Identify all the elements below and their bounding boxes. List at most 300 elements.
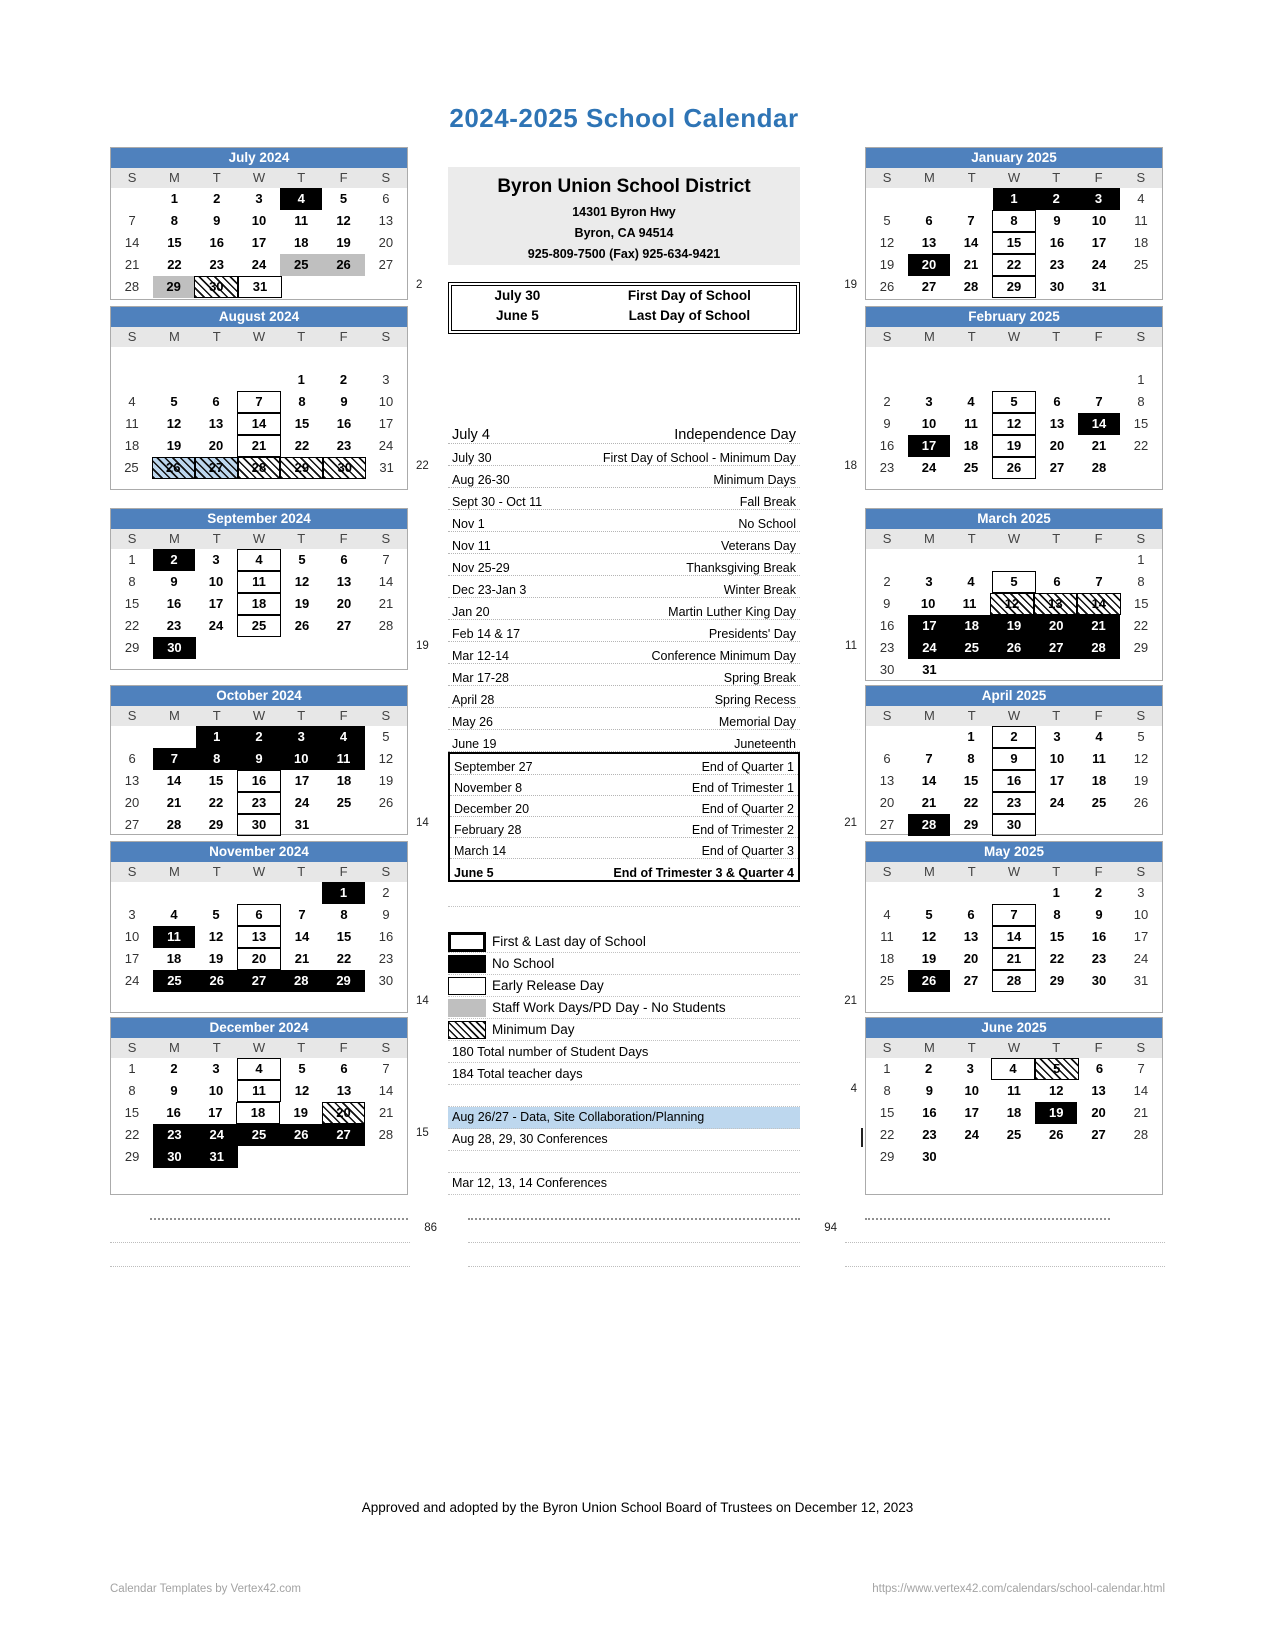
month-header: April 2025 [866,686,1162,706]
week-row [111,1124,407,1146]
day-cell: 16 [992,770,1036,792]
day-cell: 5 [212,907,220,922]
day-cell: 1 [967,729,975,744]
day-cell-empty [324,276,366,298]
term-end-box [448,752,800,882]
day-cell-empty [993,369,1035,391]
month-calendar [865,508,1163,681]
weekday-label: M [169,864,180,879]
weekday-label: T [212,864,221,879]
day-cell: 1 [1137,372,1145,387]
last-day-row [452,308,796,328]
day-cell: 9 [992,748,1036,770]
month-header: February 2025 [866,307,1162,327]
day-cell: 11 [1092,751,1106,766]
key-date-label: Martin Luther King Day [668,605,796,619]
day-cell: 17 [964,1105,979,1120]
day-cell: 8 [992,210,1036,232]
day-cell-empty [111,726,153,748]
weekday-label: T [967,864,976,879]
day-cell: 14 [1133,1083,1149,1098]
day-cell-empty [153,882,195,904]
day-cell: 28 [1077,637,1119,659]
day-cell: 9 [925,1083,934,1098]
day-cell: 4 [128,394,136,409]
day-cell-empty [993,659,1035,681]
day-cell-empty [1035,1146,1077,1168]
district-address-line2: Byron, CA 94514 [574,226,674,240]
month-calendar [110,508,408,670]
day-cell: 3 [382,372,390,387]
weekday-label: W [1007,864,1021,879]
week-row [866,792,1162,814]
day-cell: 14 [378,1083,394,1098]
month-day-count: 18 [844,460,857,472]
day-cell: 21 [1091,438,1107,453]
day-cell: 18 [879,951,895,966]
day-cell: 21 [1077,615,1119,637]
day-cell-empty [196,369,238,391]
day-cell: 21 [166,795,182,810]
day-cell: 2 [883,574,891,589]
day-cell-empty [951,188,993,210]
weekday-label: W [252,708,266,723]
week-row [111,435,407,457]
day-cell-empty [1077,659,1119,681]
key-date: July 4 [452,427,490,443]
day-cell: 5 [883,213,891,228]
semester-count: 86 [424,1222,437,1234]
day-cell: 17 [378,416,394,431]
day-cell: 18 [1006,1105,1022,1120]
month-header: June 2025 [866,1018,1162,1038]
weekday-label: W [252,531,266,546]
day-cell: 28 [124,279,140,294]
day-cell: 17 [208,1105,223,1120]
day-cell: 23 [879,640,895,655]
month-header: May 2025 [866,842,1162,862]
day-cell: 10 [378,394,394,409]
weekday-header-row [866,168,1162,188]
term-end-row [450,817,798,838]
writing-line [110,1266,410,1267]
note-row: Aug 26/27 - Data, Site Collaboration/Planning [448,1107,800,1129]
day-cell: 29 [124,640,140,655]
day-cell: 28 [166,817,182,832]
day-cell-empty [153,726,195,748]
weekday-header-row [111,529,407,549]
day-cell: 22 [1133,438,1149,453]
weekday-label: M [169,531,180,546]
day-cell: 18 [237,593,281,615]
day-cell-empty [280,637,322,659]
day-cell: 24 [1091,257,1107,272]
day-cell: 25 [1133,257,1149,272]
day-cell: 28 [280,970,322,992]
day-cell: 20 [1049,438,1065,453]
weekday-label: T [297,170,306,185]
notes-list [448,1107,800,1195]
day-cell: 30 [922,1149,937,1164]
week-row [111,391,407,413]
day-cell: 15 [1049,929,1065,944]
day-cell-empty [908,188,950,210]
writing-line [468,1266,800,1267]
day-cell: 24 [208,618,224,633]
day-cell: 11 [964,416,978,431]
day-cell: 18 [1091,773,1107,788]
day-cell-empty [1035,549,1077,571]
day-cell: 7 [237,391,281,413]
term-end-row [450,838,798,859]
weekday-label: W [1007,170,1021,185]
semester-count: 94 [824,1222,837,1234]
day-cell: 4 [322,726,364,748]
day-cell: 10 [964,1083,979,1098]
day-cell: 26 [879,279,895,294]
day-cell: 10 [251,213,267,228]
day-cell: 12 [992,413,1036,435]
day-cell: 13 [237,926,281,948]
day-cell: 27 [195,457,238,479]
day-cell-empty [866,188,908,210]
day-cell: 3 [212,552,220,567]
day-cell: 30 [153,1146,195,1168]
day-cell: 2 [883,394,891,409]
term-end-label: End of Trimester 3 & Quarter 4 [613,866,794,880]
key-date-label: Fall Break [739,495,796,509]
weekday-label: F [1094,329,1103,344]
weekday-label: F [339,329,348,344]
day-cell: 20 [124,795,140,810]
day-cell: 24 [294,795,310,810]
weekday-label: S [381,531,391,546]
key-date-row [448,444,800,466]
day-cell: 5 [992,391,1036,413]
weekday-label: W [252,864,266,879]
day-cell: 29 [1133,640,1149,655]
term-end-row [450,796,798,817]
first-last-day-box-inner [451,285,797,331]
day-cell: 17 [208,596,224,611]
day-cell: 7 [382,552,390,567]
key-date-label: Spring Break [723,671,796,685]
week-row [111,1102,407,1124]
day-cell: 13 [921,235,937,250]
weekday-label: S [1136,708,1146,723]
day-cell-empty [951,369,993,391]
day-cell: 1 [170,191,179,206]
weekday-header-row [111,327,407,347]
day-cell: 22 [1049,951,1065,966]
day-cell: 28 [378,1127,394,1142]
day-cell: 15 [992,232,1036,254]
key-date: Feb 14 & 17 [452,627,521,641]
day-cell: 6 [128,751,136,766]
day-cell: 3 [128,907,136,922]
week-row [866,435,1162,457]
weekday-header-row [111,168,407,188]
legend-label: Minimum Day [492,1022,575,1037]
day-cell: 20 [208,438,224,453]
day-cell: 8 [128,1083,136,1098]
day-cell: 25 [951,637,993,659]
key-date: Mar 12-14 [452,649,509,663]
day-cell: 26 [152,457,195,479]
day-cell: 3 [280,726,322,748]
key-date-row [448,576,800,598]
day-cell: 7 [382,1061,390,1076]
day-cell: 5 [992,571,1036,593]
month-day-count: 22 [416,460,429,472]
day-cell: 21 [963,257,979,272]
term-end-date: February 28 [454,823,522,837]
day-cell: 5 [298,1061,306,1076]
day-cell-empty [323,814,365,836]
day-cell: 20 [1035,615,1077,637]
day-cell-empty [993,882,1035,904]
total-student-days: 180 Total number of Student Days [448,1041,800,1063]
day-cell-empty [866,726,908,748]
day-cell: 13 [336,574,352,589]
day-cell: 17 [908,435,950,457]
day-cell: 22 [167,257,182,272]
week-row [111,457,407,479]
weekday-header-row [111,1038,407,1058]
weekday-label: F [1094,708,1103,723]
key-date-row [448,620,800,642]
key-date-label: No School [738,517,796,531]
day-cell: 4 [1095,729,1103,744]
day-cell: 4 [967,574,975,589]
weekday-label: T [1052,329,1061,344]
week-row [866,615,1162,637]
day-cell: 20 [237,948,281,970]
weekday-label: T [212,329,221,344]
week-row [111,1146,407,1168]
day-cell: 11 [237,571,281,593]
key-date-row [448,664,800,686]
term-end-row [450,775,798,796]
term-end-label: End of Quarter 1 [701,760,794,774]
key-date-label: First Day of School - Minimum Day [602,451,796,465]
writing-line [865,1218,1110,1220]
day-cell: 26 [294,618,310,633]
month-header: January 2025 [866,148,1162,168]
district-address-line1: 14301 Byron Hwy [572,205,676,219]
day-cell: 2 [153,549,195,571]
day-cell: 12 [166,416,182,431]
weekday-label: M [924,708,935,723]
weekday-label: S [882,170,892,185]
week-row [866,637,1162,659]
key-date: Nov 1 [452,517,485,531]
day-cell-empty [951,882,993,904]
source-url-link[interactable]: https://www.vertex42.com/calendars/school-calendar.html [872,1583,1165,1595]
weekday-label: S [882,708,892,723]
weekday-label: W [1007,1040,1021,1055]
key-date-label: Minimum Days [713,473,796,487]
day-cell: 4 [280,188,322,210]
day-cell: 12 [294,1083,310,1098]
day-cell: 25 [1091,795,1107,810]
day-cell: 10 [280,748,322,770]
weekday-label: S [1136,329,1146,344]
day-cell: 4 [237,549,281,571]
key-date: Aug 26-30 [452,473,510,487]
weekday-label: M [169,708,180,723]
day-cell: 31 [294,817,310,832]
day-cell: 24 [251,257,267,272]
weekday-label: W [252,170,266,185]
day-cell: 2 [170,1061,178,1076]
day-cell: 29 [153,276,195,298]
day-cell: 4 [170,907,178,922]
day-cell: 1 [993,188,1035,210]
week-row [866,748,1162,770]
week-row [111,926,407,948]
day-cell: 6 [1053,394,1061,409]
day-cell: 14 [166,773,182,788]
day-cell: 12 [208,929,224,944]
day-cell: 21 [124,257,140,272]
day-cell: 8 [1137,574,1145,589]
day-cell: 7 [925,751,933,766]
weekday-header-row [111,706,407,726]
day-cell: 20 [378,235,394,250]
day-cell: 23 [879,460,895,475]
weekday-label: S [127,708,137,723]
week-row [866,391,1162,413]
day-cell: 12 [990,593,1033,615]
legend-label: No School [492,956,555,971]
week-row [111,254,407,276]
weekday-label: T [297,1040,306,1055]
day-cell: 11 [880,929,894,944]
day-cell-empty [908,549,950,571]
day-cell: 22 [124,1127,140,1142]
weekday-header-row [111,862,407,882]
day-cell: 2 [924,1061,933,1076]
day-cell: 13 [1049,416,1065,431]
day-cell: 19 [378,773,394,788]
month-header: March 2025 [866,509,1162,529]
day-cell: 11 [322,748,364,770]
first-day-date: July 30 [494,288,541,303]
day-cell: 3 [925,394,933,409]
day-cell: 5 [925,907,933,922]
day-cell-empty [951,1146,993,1168]
day-cell: 11 [125,416,139,431]
weekday-label: F [339,170,348,185]
week-row [111,882,407,904]
key-date-row [448,598,800,620]
day-cell: 16 [378,929,394,944]
week-row [111,792,407,814]
weekday-label: F [1094,170,1103,185]
day-cell: 26 [322,254,364,276]
writing-line [468,1242,800,1243]
day-cell: 20 [1091,1105,1106,1120]
day-cell: 25 [336,795,352,810]
day-cell: 23 [1091,951,1107,966]
day-cell: 11 [962,596,977,611]
key-date-label: Veterans Day [720,539,796,553]
week-row [866,1146,1162,1168]
day-cell-empty [1120,457,1162,479]
day-cell: 2 [1035,188,1077,210]
day-cell: 24 [1049,795,1065,810]
weekday-label: S [1136,1040,1146,1055]
day-cell-empty [1035,659,1077,681]
week-row [866,882,1162,904]
week-row [111,615,407,637]
week-row [111,210,407,232]
month-header: October 2024 [111,686,407,706]
month-calendar [865,841,1163,1013]
legend-row-first-last [448,931,800,953]
day-cell: 18 [336,773,352,788]
day-cell: 6 [967,907,975,922]
day-cell-empty [866,882,908,904]
key-date: Nov 11 [452,539,491,553]
day-cell: 16 [1049,235,1065,250]
day-cell: 18 [294,235,309,250]
blank-week-row [866,347,1162,369]
weekday-label: S [381,864,391,879]
day-cell: 12 [1133,751,1149,766]
key-date-label: Thanksgiving Break [686,561,796,575]
day-cell: 16 [879,618,895,633]
term-end-label: End of Trimester 1 [691,781,794,795]
day-cell: 20 [336,596,352,611]
day-cell: 13 [208,416,224,431]
day-cell-empty [908,882,950,904]
key-date: Nov 25-29 [452,561,510,575]
month-calendar [110,147,408,300]
legend-row-no-school [448,953,800,975]
day-cell: 5 [339,191,348,206]
weekday-label: T [967,170,976,185]
day-cell: 9 [883,416,891,431]
day-cell: 14 [124,235,140,250]
legend-label: Staff Work Days/PD Day - No Students [492,1000,726,1015]
day-cell: 23 [992,792,1036,814]
day-cell: 23 [237,792,281,814]
day-cell-empty [111,369,153,391]
day-cell: 10 [1049,751,1065,766]
weekday-label: S [381,170,391,185]
day-cell: 3 [1077,188,1119,210]
day-cell: 18 [236,1102,280,1124]
term-end-row [450,754,798,775]
day-cell: 9 [1053,213,1061,228]
day-cell: 20 [963,951,979,966]
day-cell: 28 [963,279,979,294]
key-date-row [448,532,800,554]
day-cell: 30 [879,662,895,677]
month-day-count: 19 [416,640,429,652]
day-cell: 14 [1078,413,1120,435]
day-cell: 26 [378,795,394,810]
day-cell: 10 [920,596,936,611]
term-end-date: June 5 [454,866,494,880]
day-cell: 23 [378,951,394,966]
weekday-label: T [212,170,221,185]
weekday-header-row [866,1038,1162,1058]
day-cell: 23 [153,1124,195,1146]
month-calendar [110,1017,408,1195]
